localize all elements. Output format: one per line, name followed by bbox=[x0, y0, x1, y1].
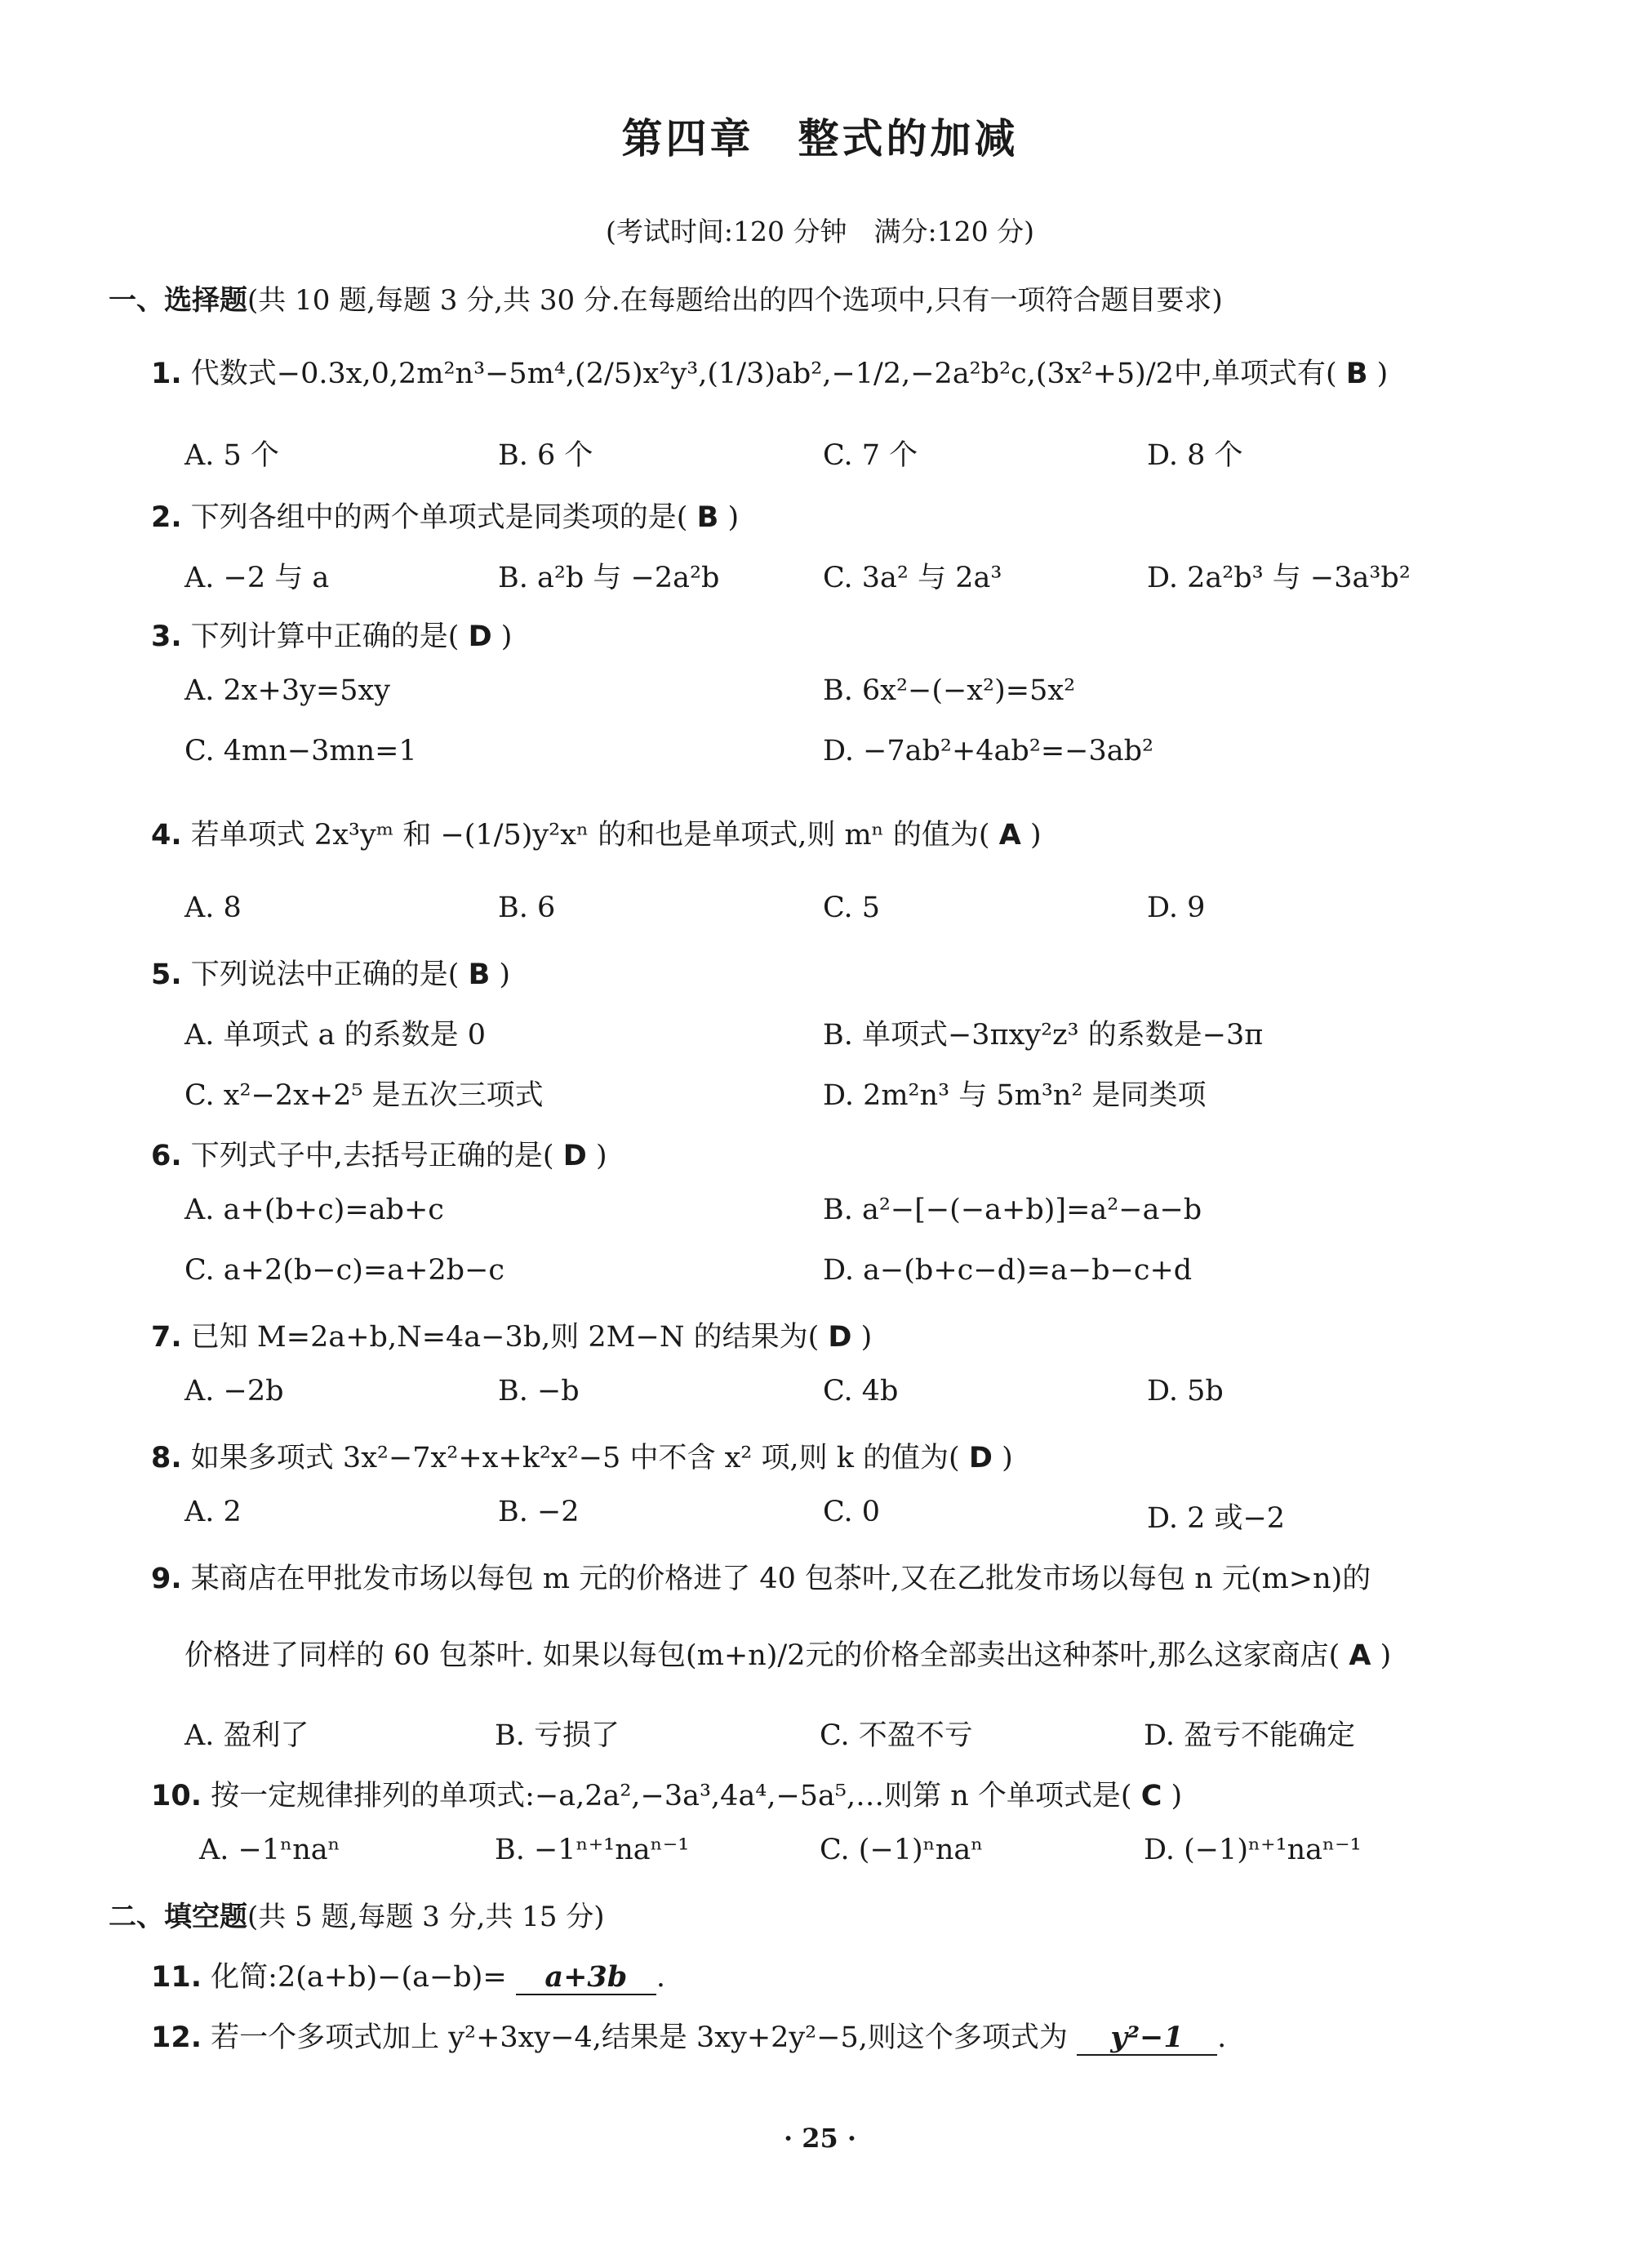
question-number: 5. bbox=[151, 958, 182, 991]
bracket-close: ) bbox=[1002, 1442, 1013, 1474]
answer: B bbox=[696, 501, 719, 534]
question-4 bbox=[151, 812, 1042, 853]
question-number: 11. bbox=[151, 1961, 202, 1994]
question-stem: 按一定规律排列的单项式:−a,2a²,−3a³,4a⁴,−5a⁵,…则第 n 个单项式是( bbox=[211, 1780, 1132, 1812]
question-stem: 某商店在甲批发市场以每包 m 元的价格进了 40 包茶叶,又在乙批发市场以每包 n 元(m>n)的 bbox=[190, 1563, 1371, 1595]
bracket-close: ) bbox=[1029, 819, 1042, 852]
option-b: B. 亏损了 bbox=[495, 1719, 620, 1752]
question-stem: 若单项式 2x³yᵐ 和 −(1/5)y²xⁿ 的和也是单项式,则 mⁿ 的值为( bbox=[190, 819, 990, 852]
option-b: B. 6x²−(−x²)=5x² bbox=[823, 674, 1076, 707]
option-d: D. 盈亏不能确定 bbox=[1144, 1719, 1356, 1752]
question-8 bbox=[151, 1435, 1013, 1476]
option-d: D. (−1)ⁿ⁺¹naⁿ⁻¹ bbox=[1144, 1834, 1362, 1866]
page-number: · 25 · bbox=[783, 2123, 857, 2154]
option-d: D. 2a²b³ 与 −3a³b² bbox=[1147, 562, 1411, 594]
option-d: D. 5b bbox=[1147, 1375, 1224, 1407]
fill-answer: a+3b bbox=[516, 1960, 656, 1995]
section-desc: (共 10 题,每题 3 分,共 30 分.在每题给出的四个选项中,只有一项符合题目要求) bbox=[247, 284, 1223, 317]
section-label: 一、选择题 bbox=[109, 284, 247, 317]
answer: B bbox=[468, 958, 491, 991]
answer: D bbox=[968, 1442, 993, 1474]
option-d: D. −7ab²+4ab²=−3ab² bbox=[823, 735, 1154, 767]
option-a: A. −2b bbox=[184, 1375, 284, 1407]
answer: D bbox=[468, 620, 492, 653]
answer: A bbox=[1349, 1639, 1371, 1672]
question-number: 12. bbox=[151, 2021, 202, 2054]
bracket-close: ) bbox=[727, 501, 740, 534]
bracket-close: ) bbox=[1376, 358, 1389, 390]
section-heading-fill bbox=[109, 1894, 605, 1934]
section-label: 二、填空题 bbox=[109, 1901, 247, 1933]
option-c: C. 4mn−3mn=1 bbox=[184, 735, 417, 767]
bracket-close: ) bbox=[595, 1140, 607, 1172]
option-c: C. 4b bbox=[823, 1375, 899, 1407]
question-number: 1. bbox=[151, 358, 182, 390]
period: . bbox=[656, 1961, 665, 1994]
option-a: A. 2 bbox=[184, 1496, 242, 1528]
question-6 bbox=[151, 1133, 607, 1174]
question-10 bbox=[151, 1773, 1182, 1814]
answer: A bbox=[998, 819, 1021, 852]
bracket-close: ) bbox=[499, 958, 511, 991]
question-number: 6. bbox=[151, 1140, 182, 1172]
option-c: C. 0 bbox=[823, 1496, 881, 1528]
question-5 bbox=[151, 952, 510, 993]
option-b: B. 单项式−3πxy²z³ 的系数是−3π bbox=[823, 1019, 1264, 1052]
question-stem: 下列说法中正确的是( bbox=[190, 958, 460, 991]
answer: C bbox=[1140, 1780, 1162, 1812]
option-c: C. (−1)ⁿnaⁿ bbox=[820, 1834, 984, 1866]
option-c: C. x²−2x+2⁵ 是五次三项式 bbox=[184, 1079, 544, 1112]
question-12 bbox=[151, 2015, 1226, 2056]
question-9-continued bbox=[184, 1633, 1391, 1674]
bracket-close: ) bbox=[500, 620, 513, 653]
question-number: 7. bbox=[151, 1321, 182, 1354]
bracket-close: ) bbox=[1171, 1780, 1183, 1812]
option-b: B. a²b 与 −2a²b bbox=[498, 562, 720, 594]
question-number: 9. bbox=[151, 1563, 182, 1595]
question-stem: 已知 M=2a+b,N=4a−3b,则 2M−N 的结果为( bbox=[190, 1321, 820, 1354]
answer: D bbox=[562, 1140, 587, 1172]
bracket-close: ) bbox=[1380, 1639, 1392, 1672]
option-d: D. a−(b+c−d)=a−b−c+d bbox=[823, 1254, 1193, 1287]
bracket-close: ) bbox=[860, 1321, 873, 1354]
option-a: A. a+(b+c)=ab+c bbox=[184, 1194, 444, 1226]
option-b: B. −1ⁿ⁺¹naⁿ⁻¹ bbox=[495, 1834, 690, 1866]
option-a: A. −2 与 a bbox=[184, 562, 330, 594]
option-a: A. 2x+3y=5xy bbox=[184, 674, 391, 707]
option-c: C. 不盈不亏 bbox=[820, 1719, 973, 1752]
question-7 bbox=[151, 1314, 872, 1355]
option-b: B. 6 bbox=[498, 892, 556, 924]
option-b: B. −b bbox=[498, 1375, 580, 1407]
question-stem: 如果多项式 3x²−7x²+x+k²x²−5 中不含 x² 项,则 k 的值为( bbox=[190, 1442, 960, 1474]
section-desc: (共 5 题,每题 3 分,共 15 分) bbox=[247, 1901, 605, 1933]
exam-info: (考试时间:120 分钟 满分:120 分) bbox=[606, 216, 1034, 247]
option-a: A. 8 bbox=[184, 892, 242, 924]
option-c: C. 3a² 与 2a³ bbox=[823, 562, 1002, 594]
section-heading-choice bbox=[109, 278, 1223, 318]
option-b: B. −2 bbox=[498, 1496, 580, 1528]
question-stem: 下列各组中的两个单项式是同类项的是( bbox=[190, 501, 688, 534]
question-1 bbox=[151, 351, 1388, 392]
answer: B bbox=[1345, 358, 1368, 390]
question-2 bbox=[151, 495, 739, 536]
question-stem: 化简:2(a+b)−(a−b)= bbox=[211, 1961, 507, 1994]
question-number: 8. bbox=[151, 1442, 182, 1474]
page-title: 第四章 整式的加减 bbox=[621, 115, 1019, 162]
answer: D bbox=[828, 1321, 852, 1354]
question-stem: 代数式−0.3x,0,2m²n³−5m⁴,(2/5)x²y³,(1/3)ab²,−1/2,−2a²b²c,(3x²+5)/2中,单项式有( bbox=[190, 358, 1337, 390]
option-d: D. 2 或−2 bbox=[1147, 1502, 1286, 1535]
option-b: B. 6 个 bbox=[498, 439, 593, 472]
option-a: A. 盈利了 bbox=[184, 1719, 309, 1752]
question-stem: 下列式子中,去括号正确的是( bbox=[190, 1140, 554, 1172]
question-stem: 若一个多项式加上 y²+3xy−4,结果是 3xy+2y²−5,则这个多项式为 bbox=[211, 2021, 1068, 2054]
option-b: B. a²−[−(−a+b)]=a²−a−b bbox=[823, 1194, 1202, 1226]
option-a: A. 5 个 bbox=[184, 439, 279, 472]
question-3 bbox=[151, 614, 512, 655]
option-c: C. 7 个 bbox=[823, 439, 918, 472]
question-9 bbox=[151, 1556, 1371, 1597]
period: . bbox=[1217, 2021, 1227, 2054]
question-number: 10. bbox=[151, 1780, 202, 1812]
option-a: A. 单项式 a 的系数是 0 bbox=[184, 1019, 487, 1052]
fill-answer: y²−1 bbox=[1077, 2021, 1217, 2056]
option-a: A. −1ⁿnaⁿ bbox=[199, 1834, 340, 1866]
option-c: C. 5 bbox=[823, 892, 881, 924]
question-stem: 价格进了同样的 60 包茶叶. 如果以每包(m+n)/2元的价格全部卖出这种茶叶,那么这家商店( bbox=[184, 1639, 1340, 1672]
question-stem: 下列计算中正确的是( bbox=[190, 620, 460, 653]
question-number: 2. bbox=[151, 501, 182, 534]
question-number: 3. bbox=[151, 620, 182, 653]
option-c: C. a+2(b−c)=a+2b−c bbox=[184, 1254, 505, 1287]
option-d: D. 9 bbox=[1147, 892, 1206, 924]
option-d: D. 2m²n³ 与 5m³n² 是同类项 bbox=[823, 1079, 1207, 1112]
option-d: D. 8 个 bbox=[1147, 439, 1243, 472]
question-11 bbox=[151, 1954, 665, 1995]
question-number: 4. bbox=[151, 819, 182, 852]
